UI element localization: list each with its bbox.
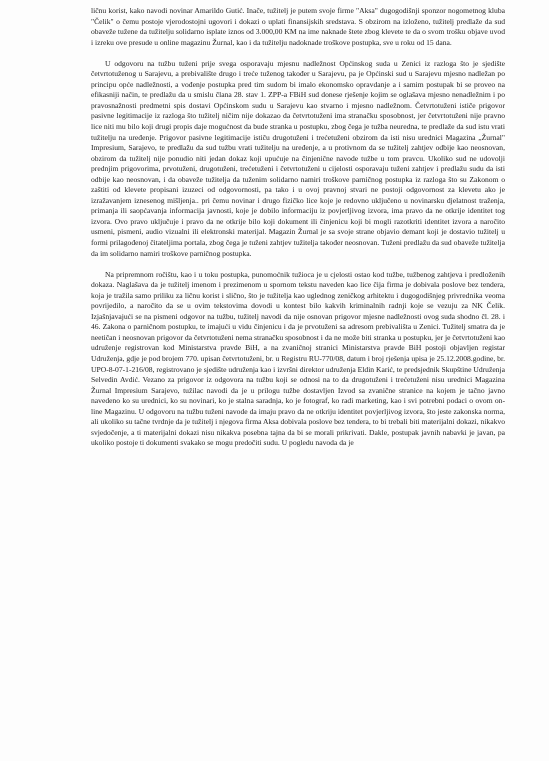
paragraph-preparatory-hearing: Na pripremnom ročištu, kao i u toku postupka, punomoćnik tužioca je u cjelosti ostao kod tužbe, tužbenog zahtjeva i predloženih dokaza. Naglašava da je tužitelj imenom i prezimenom u spornom tekstu naveden kao lice čija firma je dobivala poslove bez tendera, koja je tražila samo priliku za ličnu korist i slično, što je tužitelja kao uglednog zeničkog arhitektu i dugogodišnjeg privrednika veoma povrijedilo, a naročito da se u ovim tekstovima dovodi u kontest bilo kakvih kriminalnih radnji koje se vezuju za NK Čelik. Izjašnjavajući se na pismeni odgovor na tužbu, tužitelj navodi da nije osnovan prigovor mjesne nadležnosti ovog suda shodno čl. 28. i 46. Zakona o parničnom postupku, te imajući u vidu činjenicu i da je prvotuženi sa adresom prebivališta u Zenici. Tužitelj smatra da je neetičan i neosnovan prigovor da četvrtotuženi nema stranačku sposobnost i da ne može biti stranka u postupku, jer je četvrtotuženi kao udruženje registrovan kod Ministarstva pravde BiH, a na zvaničnoj stranici Ministarstva pravde BiH postoji objavljen registar Udruženja, gdje je pod brojem 770. upisan četvrtotuženi, br. u Registru RU-770/08, datum i broj rješenja upisa je 25.12.2008.godine, br. UPO-8-07-1-216/08, registrovano je sjedište udruženja kao i izvršni direktor udruženja Eldin Karić, te predsjednik Skupštine Udruženja Selvedin Avdić. Vezano za prigovor iz odgovora na tužbu koji se odnosi na to da drugotuženi i trećetuženi nisu urednici Magazina Žurnal Impresium Sarajevo, tužilac navodi da je u prilogu tužbe dostavljen Izvod sa zvanične stranice na kojem je tačno javno navedeno ko su urednici, ko su novinari, ko je stalna saradnja, ko je fotograf, ko radi marketing, kao i svi potrebni podaci o ovom on-line Magazinu. U odgovoru na tužbu tuženi navode da imaju pravo da ne otkriju identitet povjerljivog izvora, što jeste zakonska norma, ali ukoliko su tačne tvrdnje da je tužitelj i njegova firma Aksa dobivala poslove bez tendera, to bi trebali biti materijalni dokazi, nikakvo svjedočenje, a ti materijalni dokazi nisu nikakva posebna tajna da bi se morali prikrivati. Dakle, postupak javnih nabavki je javan, pa ukoliko postoje ti dokumenti svakako se mogu predočiti sudu. U pogledu navoda da je [91,269,505,448]
paragraph-claim-summary: ličnu korist, kako navodi novinar Amarildo Gutić. Inače, tužitelj je putem svoje firme "Aksa" dugogodišnji sponzor nogometnog kluba "Čelik" o čemu postoje vjerodostojni ugovori i dokazi o uplati finansijskih sredstava. S obzirom na izloženo, tužitelj predlaže da sud obaveže tužene da tužitelju solidarno isplate iznos od 3.000,00 KM na ime naknade štete zbog klevete te da o svom trošku objave uvod i izreku ove presude u online magazinu Žurnal, kao i da tužitelju nadoknade troškove postupka, sve u roku od 15 dana. [91,6,505,47]
paragraph-response-to-claim: U odgovoru na tužbu tuženi prije svega osporavaju mjesnu nadležnost Općinskog suda u Zenici iz razloga što je sjedište četvrtotuženog u Sarajevu, a prebivalište drugo i treće tuženog također u Sarajevu, pa je Općinski sud u Sarajevu mjesno nadležan po principu opće nadležnosti, a vođenje postupka pred tim sudom bi imalo ekonomsko opravdanje a i samim postupak bi se proveo na efikasniji način, te predlažu da u smislu člana 28. stav 1. ZPP-a FBiH sud donese rješenje kojim se oglašava mjesno nenadležnim i po pravosnažnosti predmetni spis dostavi Općinskom sudu u Sarajevu kao stvarno i mjesno nadležnom. Četvrtotuženi ističe prigovor pasivne legitimacije iz razloga što tužitelj ničim nije dokazao da četvrtotuženi ima stranačku sposobnost, jer četvrtotuženi nije pravno lice niti mu bilo koji drugi propis daje mogućnost da bude stranka u postupku, zbog čega je tužba neuredna, te predlaže da sud istu vrati tužitelju na uređenje. Prigovor pasivne legitimacije ističu drugotuženi i trećetuženi obzirom da isti nisu urednici Magazina „Žurnal" Impresium, Sarajevo, te predlažu da sud tužbu vrati tužitelju na uređenje, a u protivnom da se tužitelj zahtjev odbije kao neosnovan, obzirom da tužitelj nije ponudio niti jedan dokaz koji upućuje na činjenične navode tužbe u tom pravcu. Ukoliko sud ne udovolji prednjim prigovorima, prvotuženi, drugotuženi, trećetuženi i četvrtotuženi u cijelosti osporavaju tuženi zahtjev i predlažu sudu da isti odbije kao neosnovan, i da obaveže tužitelja da tuženim solidarno namiri troškove parničnog postupka iz razloga što su Zakonom o zaštiti od klevete propisani izuzeci od odgovornosti, pa tako i u ovoj pravnoj stvari ne postoji odgovornost za klevetu ako je izražavanjem iznesenog mišljenja.. pri čemu novinar i drugo fizičko lice koje je redovno uključeno u novinarsku djelatnost traženja, primanja ili saopćavanja informacija javnosti, koje je dobilo informaciju iz povjerljivog izvora, ima pravo da ne otkrije identitet tog izvora. Ovo pravo uključuje i pravo da ne otkrije bilo koji dokument ili činjenicu koji bi mogli razotkriti identitet izvora a naročito usmeni, pismeni, audio vizualni ili elektronski materijal. Magazin Žurnal je sa svoje strane objavio demant koji je dostavio tužitelj u formi prilagođenoj čitateljima portala, zbog čega je tuženi zahtjev tužitelja također neosnovan. Tuženi predlažu da sud obaveže tužitelja da im solidarno namiri troškove parničnog postupka. [91,58,505,258]
